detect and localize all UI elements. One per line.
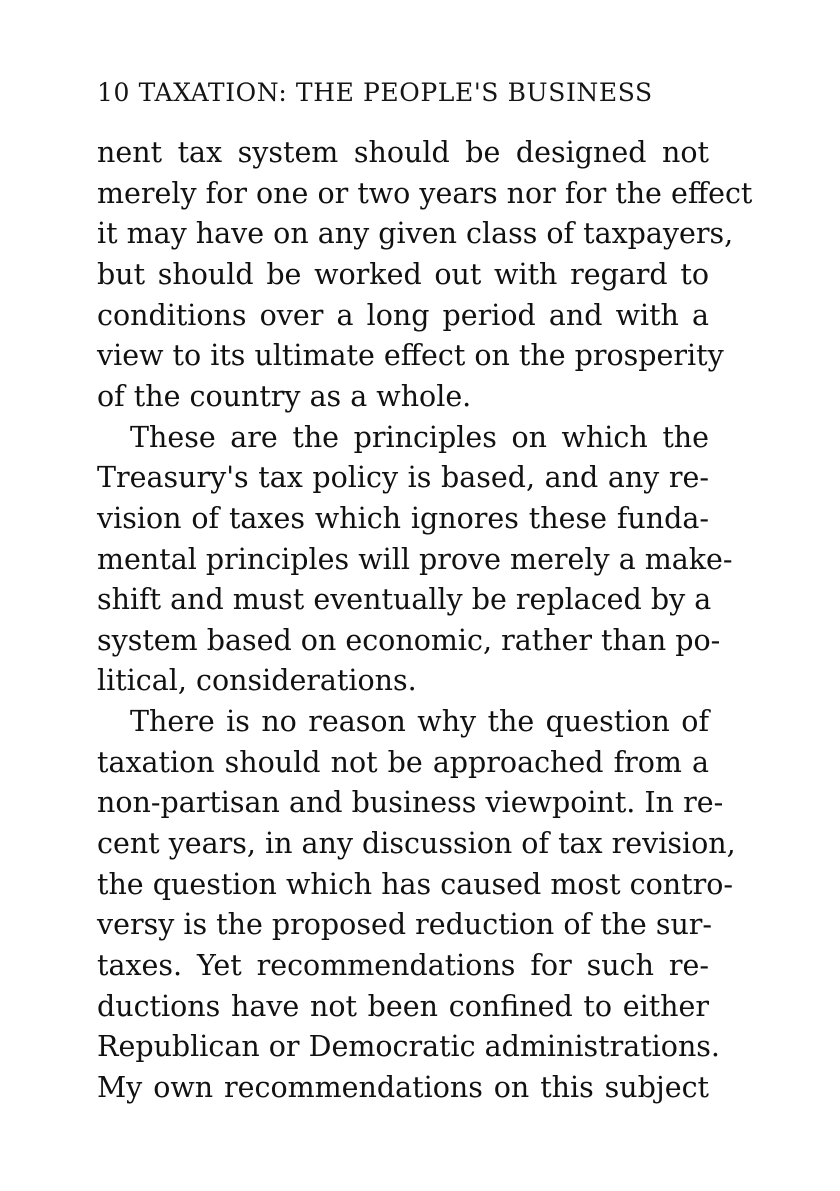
body-line: non-partisan and business viewpoint. In re- (97, 786, 724, 819)
body-line: conditions over a long period and with a (97, 299, 709, 332)
body-line: view to its ultimate effect on the prosperity (97, 339, 724, 372)
body-line: Republican or Democratic administrations. (97, 1030, 720, 1063)
running-title: TAXATION: THE PEOPLE'S BUSINESS (138, 78, 653, 107)
page-number: 10 (97, 78, 131, 107)
body-line: shift and must eventually be replaced by a (97, 583, 712, 616)
body-line: of the country as a whole. (97, 380, 472, 413)
body-line: ductions have not been confined to either (97, 990, 709, 1023)
body-line: system based on economic, rather than po- (97, 624, 721, 657)
running-head (97, 78, 709, 107)
body-line: vision of taxes which ignores these funda- (97, 502, 709, 535)
body-line: taxation should not be approached from a (97, 746, 709, 779)
body-line: cent years, in any discussion of tax revision, (97, 827, 736, 860)
body-line: Treasury's tax policy is based, and any re- (97, 461, 709, 494)
body-line: mental principles will prove merely a make- (97, 543, 733, 576)
body-line: My own recommendations on this subject (97, 1071, 709, 1104)
body-line: the question which has caused most contro- (97, 868, 734, 901)
body-line: litical, considerations. (97, 664, 417, 697)
paragraph-first-line: These are the principles on which the (130, 421, 709, 454)
body-line: nent tax system should be designed not (97, 136, 709, 169)
paragraph-first-line: There is no reason why the question of (130, 705, 709, 738)
body-line: taxes. Yet recommendations for such re- (97, 949, 709, 982)
body-line: versy is the proposed reduction of the sur- (97, 908, 713, 941)
body-line: but should be worked out with regard to (97, 258, 709, 291)
body-line: merely for one or two years nor for the effect (97, 177, 753, 210)
body-line: it may have on any given class of taxpayers, (97, 217, 734, 250)
